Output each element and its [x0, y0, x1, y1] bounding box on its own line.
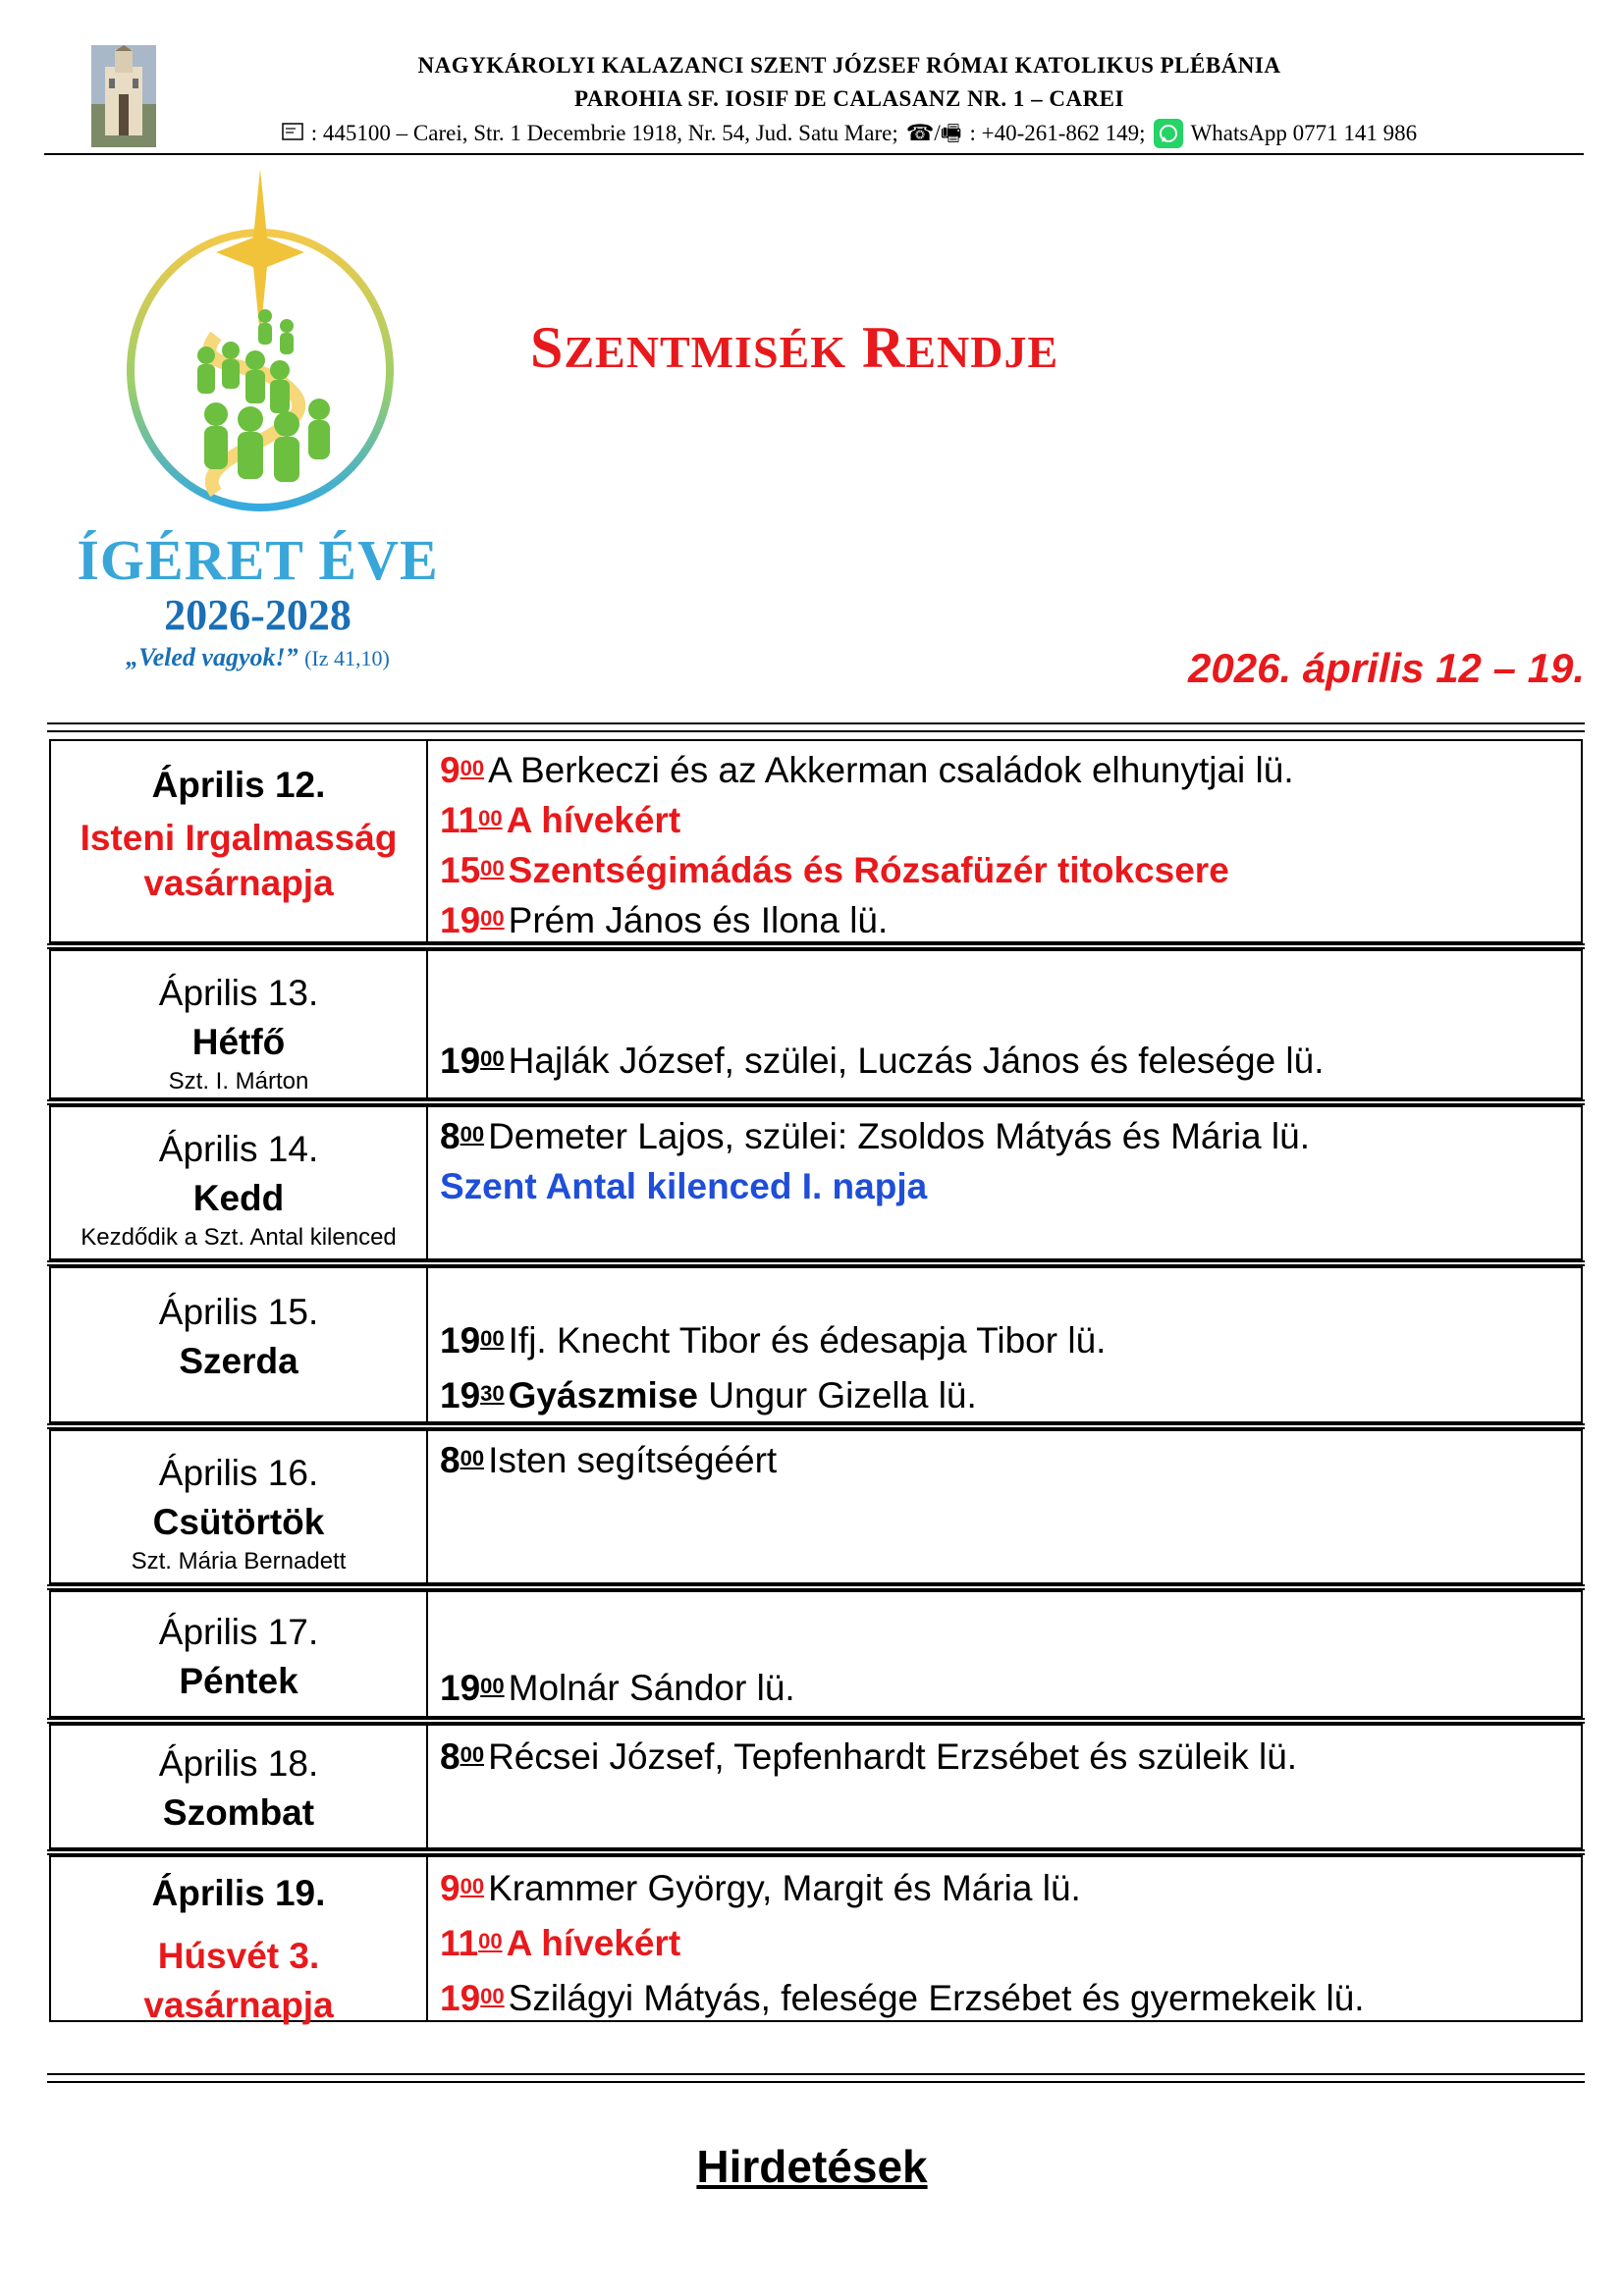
mass-item: $8^{00}$ Demeter Lajos, szülei: Zsoldos Mátyás és Mária lü. [440, 1116, 1310, 1156]
mass-item: $19^{00}$ Szilágyi Mátyás, felesége Erzsébet és gyermekeik lü. [440, 1978, 1365, 2018]
church-photo [91, 45, 156, 147]
mass-item: $8^{00}$ Récsei József, Tepfenhardt Erzsébet és szüleik lü. [440, 1736, 1298, 1777]
day-date: Április 15. [158, 1292, 319, 1332]
day-cell [51, 1592, 428, 1716]
page-title: SZENTMISÉK RENDJE [530, 315, 1059, 380]
announcements-heading: Hirdetések [696, 2141, 928, 2192]
promise-year-logo [69, 169, 447, 699]
mass-item: $8^{00}$ Isten segítségéért [440, 1440, 778, 1480]
mass-item: $11^{00}$ A hívekért [440, 1923, 681, 1963]
mass-item: $9^{00}$ Krammer György, Margit és Mária lü. [440, 1868, 1081, 1908]
mass-item: $19^{00}$ Ifj. Knecht Tibor és édesapja Tibor lü. [440, 1320, 1107, 1361]
day-name: Szerda [179, 1341, 298, 1381]
parish-name-hu: NAGYKÁROLYI KALAZANCI SZENT JÓZSEF RÓMAI KATOLIKUS PLÉBÁNIA [417, 53, 1281, 78]
day-row-apr17 [49, 1590, 1583, 1718]
mass-item: $19^{00}$ Prém János és Ilona lü. [440, 900, 889, 940]
day-cell [51, 741, 428, 941]
mass-item: $19^{30}$ Gyászmise Ungur Gizella lü. [440, 1375, 977, 1415]
mass-list [440, 1111, 1571, 1211]
table-bottom-rule [47, 2073, 1585, 2075]
day-name: Csütörtök [152, 1502, 325, 1542]
date-range: 2026. április 12 – 19. [1188, 645, 1585, 691]
table-top-rule [47, 722, 1585, 724]
day-date: Április 19. [151, 1873, 326, 1913]
mass-item: $19^{00}$ Molnár Sándor lü. [440, 1668, 795, 1708]
mass-list [440, 1435, 1571, 1485]
day-note: Kezdődik a Szt. Antal kilenced [81, 1224, 397, 1251]
day-name: Péntek [179, 1661, 298, 1701]
day-feast: Húsvét 3. vasárnapja [143, 1936, 334, 2025]
day-name: Szombat [162, 1792, 315, 1833]
mass-list [440, 745, 1571, 945]
day-row-apr14 [49, 1105, 1583, 1260]
day-cell [51, 1726, 428, 1847]
day-cell [51, 1431, 428, 1582]
mass-item: $15^{00}$ Szentségimádás és Rózsafüzér titokcsere [440, 850, 1229, 890]
day-date: Április 12. [151, 765, 326, 805]
table-top-rule-2 [47, 730, 1585, 732]
day-feast: Isteni Irgalmasság vasárnapja [80, 818, 398, 903]
logo-years: 2026-2028 [164, 591, 352, 639]
mass-item: Szent Antal kilenced I. napja [440, 1166, 928, 1206]
day-row-apr15 [49, 1266, 1583, 1423]
day-cell [51, 1857, 428, 2025]
pilgrims-emblem [69, 169, 447, 522]
mass-list [440, 1036, 1571, 1086]
day-date: Április 16. [158, 1453, 319, 1493]
mass-list [440, 1861, 1571, 2026]
mass-item: $9^{00}$ A Berkeczi és az Akkerman családok elhunytjai lü. [440, 750, 1294, 790]
mail-icon [282, 116, 303, 151]
mass-item: $19^{00}$ Hajlák József, szülei, Luczás János és felesége lü. [440, 1041, 1325, 1081]
contact-line [167, 116, 1532, 151]
day-row-apr18 [49, 1724, 1583, 1849]
day-row-apr19 [49, 1855, 1583, 2025]
phone-text: : +40-261-862 149; [969, 121, 1146, 145]
day-date: Április 13. [158, 973, 319, 1013]
mass-list [440, 1732, 1571, 1782]
day-date: Április 17. [158, 1612, 319, 1652]
table-bottom-rule-2 [47, 2081, 1585, 2083]
whatsapp-icon [1154, 119, 1183, 148]
phone-fax-icon: ☎/🖷 [905, 121, 962, 145]
address-text: : 445100 – Carei, Str. 1 Decembrie 1918, Nr. 54, Jud. Satu Mare; [310, 121, 898, 145]
day-cell [51, 1268, 428, 1421]
day-cell [51, 1107, 428, 1258]
parish-header [167, 49, 1532, 151]
parish-name-ro: PAROHIA SF. IOSIF DE CALASANZ NR. 1 – CAREI [574, 86, 1124, 111]
day-date: Április 18. [158, 1743, 319, 1784]
day-note: Szt. I. Márton [168, 1068, 309, 1095]
mass-list [440, 1313, 1571, 1423]
day-name: Kedd [192, 1178, 285, 1218]
mass-item: $11^{00}$ A hívekért [440, 800, 681, 840]
whatsapp-text: WhatsApp 0771 141 986 [1190, 121, 1418, 145]
day-row-apr13 [49, 949, 1583, 1099]
day-row-apr16 [49, 1429, 1583, 1584]
mass-list [440, 1663, 1571, 1713]
day-date: Április 14. [158, 1129, 319, 1169]
day-cell [51, 951, 428, 1097]
header-divider [44, 153, 1584, 155]
logo-motto: „Veled vagyok!” (Iz 41,10) [126, 643, 390, 671]
day-name: Hétfő [191, 1022, 286, 1062]
logo-title: ÍGÉRET ÉVE [77, 528, 439, 592]
day-note: Szt. Mária Bernadett [131, 1548, 347, 1575]
day-row-apr12 [49, 739, 1583, 943]
